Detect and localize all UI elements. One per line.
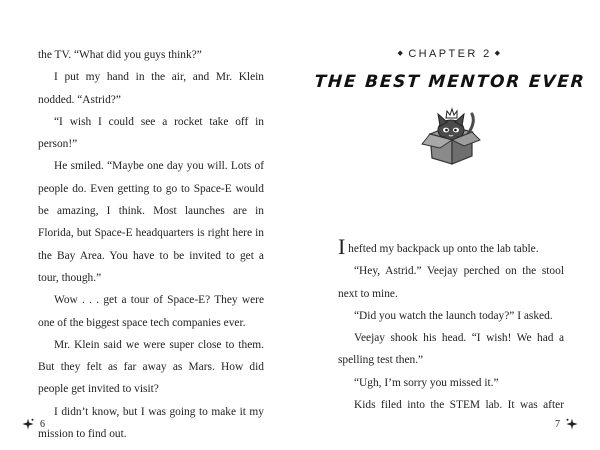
paragraph: “I wish I could see a rocket take off in person!” (38, 115, 264, 151)
left-folio (22, 418, 45, 430)
paragraph (338, 234, 564, 260)
sparkle-icon (22, 418, 34, 430)
chapter-label (300, 48, 600, 60)
paragraph: “Did you watch the launch today?” I asked. (354, 309, 553, 322)
paragraph: Mr. Klein said we were super close to them. But they felt as far away as Mars. How did people get invited to visit? (38, 338, 264, 396)
left-page-text (38, 44, 264, 445)
right-page (300, 0, 600, 450)
paragraph-rest: hefted my backpack up onto the lab table. (345, 243, 539, 255)
paragraph: I didn’t know, but I was going to make it my mission to find out. (38, 405, 264, 441)
chapter-label-text: CHAPTER 2 (408, 48, 492, 60)
right-folio (555, 418, 578, 430)
diamond-icon: ◆ (494, 50, 503, 57)
cat-in-box-illustration (416, 104, 486, 168)
page-number: 6 (40, 418, 45, 430)
paragraph: He smiled. “Maybe one day you will. Lots of people do. Even getting to go to Space-E would be amazing, I think. Most launches are in Florida, but Space-E headquarters is right here in the Bay Area. You have to be invited to get a tour, though.” (38, 160, 264, 284)
paragraph: Veejay shook his head. “I wish! We had a spelling test then.” (338, 332, 564, 367)
paragraph: Kids filed into the STEM lab. It was after (354, 399, 564, 412)
dropcap: I (338, 234, 346, 259)
paragraph: Wow . . . get a tour of Space-E? They were one of the biggest space tech companies ever. (38, 294, 264, 329)
paragraph: I put my hand in the air, and Mr. Klein nodded. “Astrid?” (38, 71, 264, 106)
paragraph: the TV. “What did you guys think?” (38, 49, 202, 61)
page-number: 7 (555, 418, 560, 430)
sparkle-icon (566, 418, 578, 430)
paragraph: “Hey, Astrid.” Veejay perched on the stool next to mine. (338, 265, 564, 300)
paragraph: “Ugh, I’m sorry you missed it.” (354, 376, 499, 389)
diamond-icon: ◆ (397, 50, 406, 57)
chapter-title: THE BEST MENTOR EVER (313, 72, 587, 92)
right-page-text (338, 234, 564, 416)
